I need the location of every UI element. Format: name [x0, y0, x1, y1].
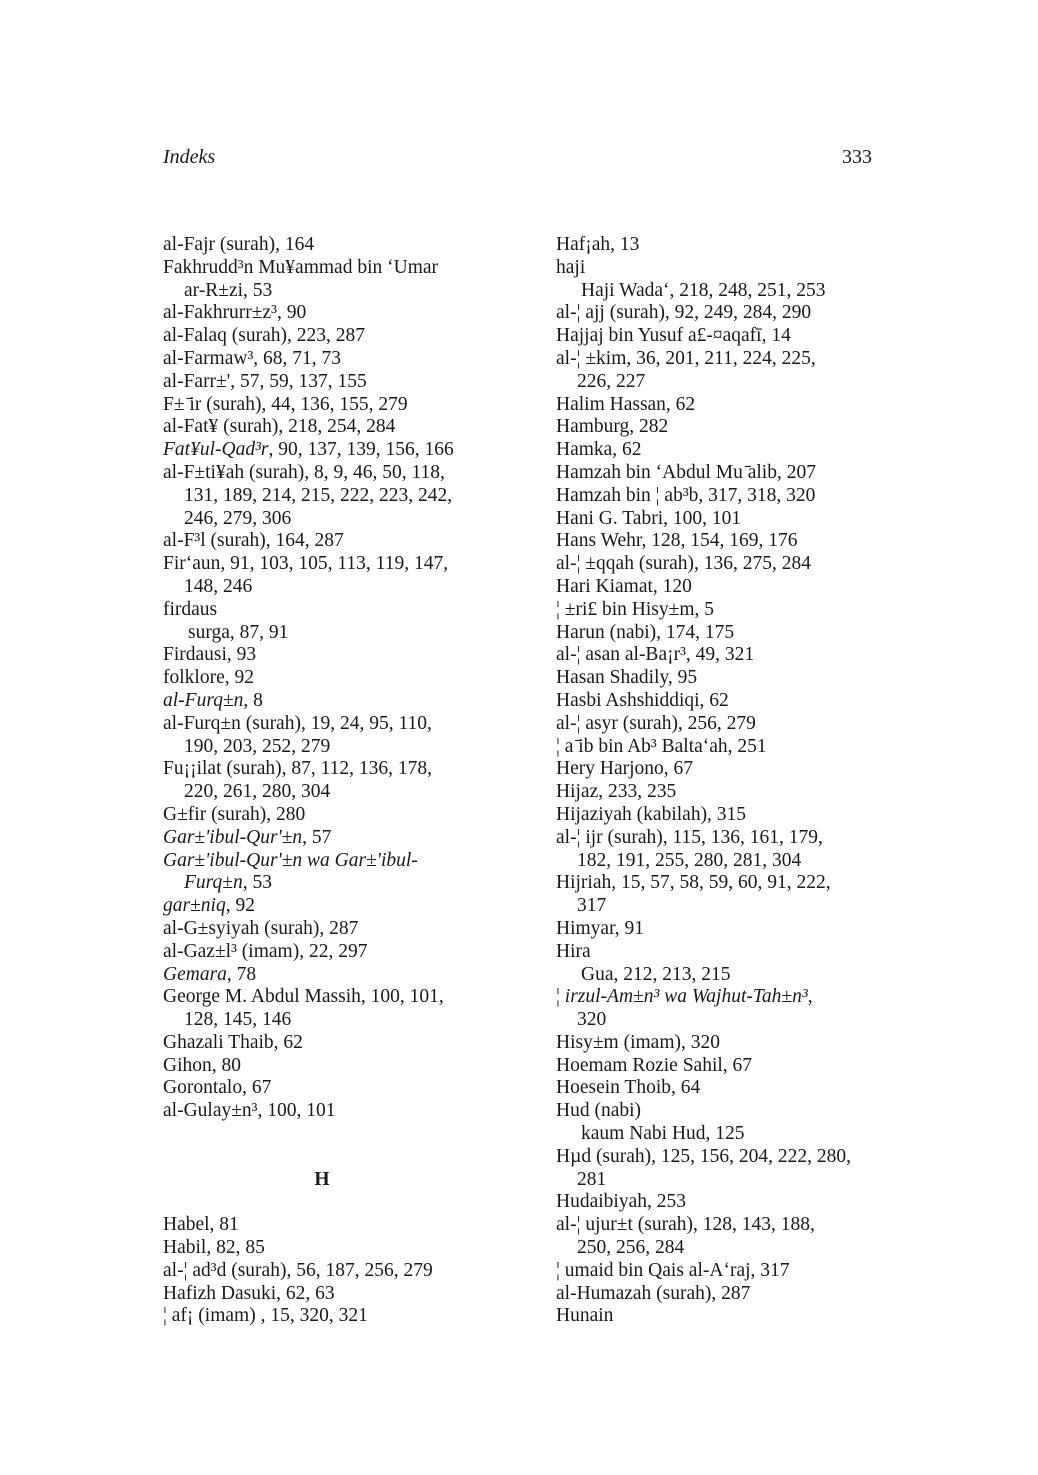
index-entry: G±fir (surah), 280 [163, 803, 306, 825]
page-number: 333 [842, 146, 872, 168]
index-entry: ¦ umaid bin Qais al-A‘raj, 317 [556, 1259, 790, 1281]
index-entry-continuation: 182, 191, 255, 280, 281, 304 [577, 849, 802, 871]
index-entry: Hunain [556, 1305, 614, 1327]
index-entry-continuation: 148, 246 [184, 575, 253, 597]
index-entry-continuation: 128, 145, 146 [184, 1009, 292, 1031]
index-entry: Firdausi, 93 [163, 644, 257, 666]
index-subentry: surga, 87, 91 [188, 621, 289, 643]
index-entry: Hasan Shadily, 95 [556, 667, 698, 689]
index-entry: Fir‘aun, 91, 103, 105, 113, 119, 147, [163, 553, 449, 575]
index-column-right [556, 234, 876, 1328]
index-entry [163, 690, 503, 713]
punctuation: , [807, 986, 813, 1008]
page-refs: , 8 [243, 689, 263, 711]
index-entry [163, 439, 503, 462]
index-entry: al-¦ ajj (surah), 92, 249, 284, 290 [556, 302, 812, 324]
index-entry: Habil, 82, 85 [163, 1237, 265, 1259]
index-entry: Hamzah bin ‘Abdul Mu ̄alib, 207 [556, 461, 816, 483]
section-gap [163, 1191, 503, 1214]
page-refs: , 92 [225, 895, 255, 917]
page-refs: , 78 [226, 963, 257, 985]
section-heading-h: H [314, 1168, 330, 1190]
index-entry: Hoemam Rozie Sahil, 67 [556, 1054, 753, 1076]
index-entry: Hijriah, 15, 57, 58, 59, 60, 91, 222, [556, 872, 831, 894]
index-entry: folklore, 92 [163, 667, 254, 689]
index-entry: Hans Wehr, 128, 154, 169, 176 [556, 530, 798, 552]
page-refs: , 53 [242, 872, 272, 894]
index-entry-continuation: 131, 189, 214, 215, 222, 223, 242, [184, 484, 453, 506]
index-entry: al-Farr±', 57, 59, 137, 155 [163, 370, 367, 392]
index-entry: Hafizh Dasuki, 62, 63 [163, 1282, 335, 1304]
index-entry-continuation: ar-R±zi, 53 [184, 279, 273, 301]
index-entry: Ghazali Thaib, 62 [163, 1031, 303, 1053]
index-entry: Harun (nabi), 174, 175 [556, 621, 735, 643]
italic-title: Gemara [163, 963, 227, 985]
index-entry: al-¦ asyr (surah), 256, 279 [556, 712, 756, 734]
index-entry: al-¦ asan al-Ba¡r³, 49, 321 [556, 644, 755, 666]
index-entry: Fakhrudd³n Mu¥ammad bin ‘Umar [163, 256, 439, 278]
index-entry: Hµd (surah), 125, 156, 204, 222, 280, [556, 1145, 852, 1167]
index-entry: Habel, 81 [163, 1214, 239, 1236]
glyph-prefix: ¦ [556, 986, 565, 1008]
index-entry: haji [556, 256, 586, 278]
index-entry: Hisy±m (imam), 320 [556, 1031, 720, 1053]
index-entry: Hasbi Ashshiddiqi, 62 [556, 689, 729, 711]
index-entry: Halim Hassan, 62 [556, 393, 696, 415]
index-entry: Gorontalo, 67 [163, 1077, 272, 1099]
index-entry: al-¦ ad³d (surah), 56, 187, 256, 279 [163, 1259, 433, 1281]
index-entry: Hamburg, 282 [556, 416, 669, 438]
index-entry: Hira [556, 940, 591, 962]
index-entry: al-F±ti¥ah (surah), 8, 9, 46, 50, 118, [163, 461, 445, 483]
index-entry: al-¦ ±qqah (surah), 136, 275, 284 [556, 553, 812, 575]
index-entry: F± ̄ir (surah), 44, 136, 155, 279 [163, 393, 408, 415]
italic-title: Gar±'ibul-Qur'±n wa Gar±'ibul- [163, 849, 418, 871]
index-entry: Hajjaj bin Yusuf a£-¤aqafī, 14 [556, 325, 791, 347]
index-entry: Hijaz, 233, 235 [556, 781, 677, 803]
index-entry-continuation: 226, 227 [577, 370, 646, 392]
index-entry-continuation: 220, 261, 280, 304 [184, 781, 331, 803]
index-entry: al-Falaq (surah), 223, 287 [163, 325, 365, 347]
index-entry-continuation: 317 [577, 895, 607, 917]
index-entry: al-¦ ±kim, 36, 201, 211, 224, 225, [556, 347, 816, 369]
index-entry [163, 964, 503, 987]
index-entry: firdaus [163, 598, 218, 620]
index-entry-continuation: 190, 203, 252, 279 [184, 735, 331, 757]
index-entry: Hery Harjono, 67 [556, 758, 694, 780]
running-head: Indeks [163, 146, 216, 168]
italic-title: irzul-Am±n³ wa Wajhut-Tah±n³ [564, 986, 808, 1008]
index-column-left [163, 234, 503, 1328]
index-entry: al-Gulay±n³, 100, 101 [163, 1100, 336, 1122]
index-entry: Hoesein Thoib, 64 [556, 1077, 701, 1099]
index-entry: ¦ ±ri£ bin Hisy±m, 5 [556, 598, 715, 620]
index-entry [163, 827, 503, 850]
index-entry-continuation: 250, 256, 284 [577, 1237, 685, 1259]
index-entry: al-G±syiyah (surah), 287 [163, 917, 359, 939]
section-gap [163, 1146, 503, 1169]
index-entry: Hari Kiamat, 120 [556, 575, 692, 597]
index-entry: ¦ af¡ (imam) , 15, 320, 321 [163, 1305, 368, 1327]
index-entry: al-¦ ujur±t (surah), 128, 143, 188, [556, 1214, 815, 1236]
index-entry [163, 895, 503, 918]
index-entry: al-Farmaw³, 68, 71, 73 [163, 347, 342, 369]
index-entry: Gihon, 80 [163, 1054, 241, 1076]
index-entry-continuation: 246, 279, 306 [184, 507, 292, 529]
italic-title: gar±niq [163, 895, 226, 917]
index-entry [556, 986, 876, 1009]
index-entry: al-Fakhrurr±z³, 90 [163, 302, 307, 324]
page-refs: , 90, 137, 139, 156, 166 [268, 439, 454, 461]
index-entry: Hamzah bin ¦ ab³b, 317, 318, 320 [556, 484, 816, 506]
index-entry-continuation [163, 872, 503, 895]
index-subentry: kaum Nabi Hud, 125 [581, 1123, 745, 1145]
index-entry: George M. Abdul Massih, 100, 101, [163, 986, 444, 1008]
index-entry: al-Fat¥ (surah), 218, 254, 284 [163, 416, 396, 438]
index-entry: Hamka, 62 [556, 439, 642, 461]
index-entry: Haf¡ah, 13 [556, 234, 640, 255]
index-entry: al-Fajr (surah), 164 [163, 234, 315, 255]
italic-title: Furq±n [184, 872, 243, 894]
index-entry: al-Humazah (surah), 287 [556, 1282, 751, 1304]
index-entry: Hud (nabi) [556, 1100, 642, 1122]
index-entry: al-Furq±n (surah), 19, 24, 95, 110, [163, 712, 432, 734]
page-refs: , 57 [302, 826, 332, 848]
index-entry: Hani G. Tabri, 100, 101 [556, 507, 742, 529]
index-subentry: Haji Wada‘, 218, 248, 251, 253 [581, 279, 826, 301]
index-entry: al-¦ ijr (surah), 115, 136, 161, 179, [556, 826, 823, 848]
index-entry [163, 850, 503, 873]
italic-title: Gar±'ibul-Qur'±n [163, 826, 303, 848]
index-entry: ¦ a ̄ib bin Ab³ Balta‘ah, 251 [556, 735, 767, 757]
index-entry: al-F³l (surah), 164, 287 [163, 530, 344, 552]
index-entry-continuation: 281 [577, 1168, 607, 1190]
index-entry: al-Gaz±l³ (imam), 22, 297 [163, 940, 368, 962]
index-entry: Himyar, 91 [556, 917, 645, 939]
index-entry-continuation: 320 [577, 1009, 607, 1031]
index-entry: Fu¡¡ilat (surah), 87, 112, 136, 178, [163, 758, 432, 780]
section-gap [163, 1123, 503, 1146]
italic-title: Fat¥ul-Qad³r [163, 439, 269, 461]
index-subentry: Gua, 212, 213, 215 [581, 963, 731, 985]
index-entry: Hudaibiyah, 253 [556, 1191, 686, 1213]
index-entry: Hijaziyah (kabilah), 315 [556, 803, 747, 825]
italic-title: al-Furq±n [163, 689, 244, 711]
